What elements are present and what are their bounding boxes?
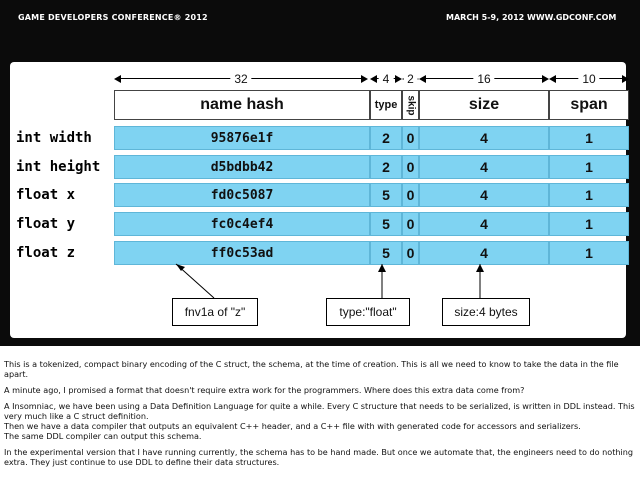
size-cell: 4 xyxy=(419,212,549,236)
field-label: float z xyxy=(16,245,76,261)
column-header-label: name hash xyxy=(200,96,284,113)
hash-cell: 95876e1f xyxy=(114,126,370,150)
hash-cell: fc0c4ef4 xyxy=(114,212,370,236)
hash-cell: ff0c53ad xyxy=(114,241,370,265)
dimension-label: 4 xyxy=(379,72,394,86)
type-cell: 5 xyxy=(370,212,402,236)
notes-paragraph: In the experimental version that I have running currently, the schema has to be hand made. But once we automate that, the engineers need to do nothing extra. They just continue to use DDL to define their data structures. xyxy=(4,447,634,467)
skip-cell: 0 xyxy=(402,126,419,150)
column-header-skip xyxy=(402,90,419,120)
type-cell: 5 xyxy=(370,183,402,207)
conference-banner xyxy=(0,0,640,34)
type-cell: 2 xyxy=(370,155,402,179)
column-header-label: skip xyxy=(405,94,417,116)
column-header-size xyxy=(419,90,549,120)
hash-cell: fd0c5087 xyxy=(114,183,370,207)
dimension-size xyxy=(419,72,549,86)
skip-cell: 0 xyxy=(402,155,419,179)
skip-cell: 0 xyxy=(402,212,419,236)
callout-type: type:"float" xyxy=(326,298,410,326)
speaker-notes xyxy=(4,359,636,473)
type-cell: 2 xyxy=(370,126,402,150)
callout-size: size:4 bytes xyxy=(442,298,530,326)
span-cell: 1 xyxy=(549,126,629,150)
skip-cell: 0 xyxy=(402,183,419,207)
dimension-span xyxy=(549,72,629,86)
notes-paragraph: A minute ago, I promised a format that doesn't require extra work for the programmers. Where does this extra data come from? xyxy=(4,385,525,395)
notes-paragraph: Then we have a data compiler that outputs an equivalent C++ header, and a C++ file with with generated code for accessors and serializers. xyxy=(4,421,581,431)
column-header-label: span xyxy=(570,96,608,113)
size-cell: 4 xyxy=(419,241,549,265)
dimension-type xyxy=(370,72,402,86)
notes-paragraph: A Insomniac, we have been using a Data Definition Language for quite a while. Every C structure that needs to be serialized, is written in DDL instead. This very much like a C struct definition. xyxy=(4,401,635,421)
column-header-label: size xyxy=(468,96,500,113)
span-cell: 1 xyxy=(549,155,629,179)
dimension-label: 2 xyxy=(403,72,418,86)
field-label: float y xyxy=(16,216,76,232)
field-label: float x xyxy=(16,187,76,203)
field-label: int width xyxy=(16,130,92,146)
conference-dates-site: MARCH 5-9, 2012 WWW.GDCONF.COM xyxy=(446,13,617,22)
size-cell: 4 xyxy=(419,183,549,207)
column-header-span xyxy=(549,90,629,120)
notes-paragraph: This is a tokenized, compact binary encoding of the C struct, the schema, at the time of creation. This is all we need to know to take the data in the file apart. xyxy=(4,359,619,379)
span-cell: 1 xyxy=(549,212,629,236)
skip-cell: 0 xyxy=(402,241,419,265)
span-cell: 1 xyxy=(549,183,629,207)
column-header-label: type xyxy=(374,99,398,111)
callout-hash: fnv1a of "z" xyxy=(172,298,258,326)
size-cell: 4 xyxy=(419,126,549,150)
column-header-type xyxy=(370,90,402,120)
type-cell: 5 xyxy=(370,241,402,265)
dimension-skip xyxy=(402,72,419,86)
hash-cell: d5bdbb42 xyxy=(114,155,370,179)
dimension-name-hash xyxy=(114,72,368,86)
dimension-label: 32 xyxy=(230,72,251,86)
dimension-label: 16 xyxy=(473,72,494,86)
span-cell: 1 xyxy=(549,241,629,265)
size-cell: 4 xyxy=(419,155,549,179)
conference-title: GAME DEVELOPERS CONFERENCE® 2012 xyxy=(18,13,208,22)
notes-paragraph: The same DDL compiler can output this schema. xyxy=(4,431,202,441)
dimension-label: 10 xyxy=(578,72,599,86)
column-header-name-hash xyxy=(114,90,370,120)
field-label: int height xyxy=(16,159,101,175)
